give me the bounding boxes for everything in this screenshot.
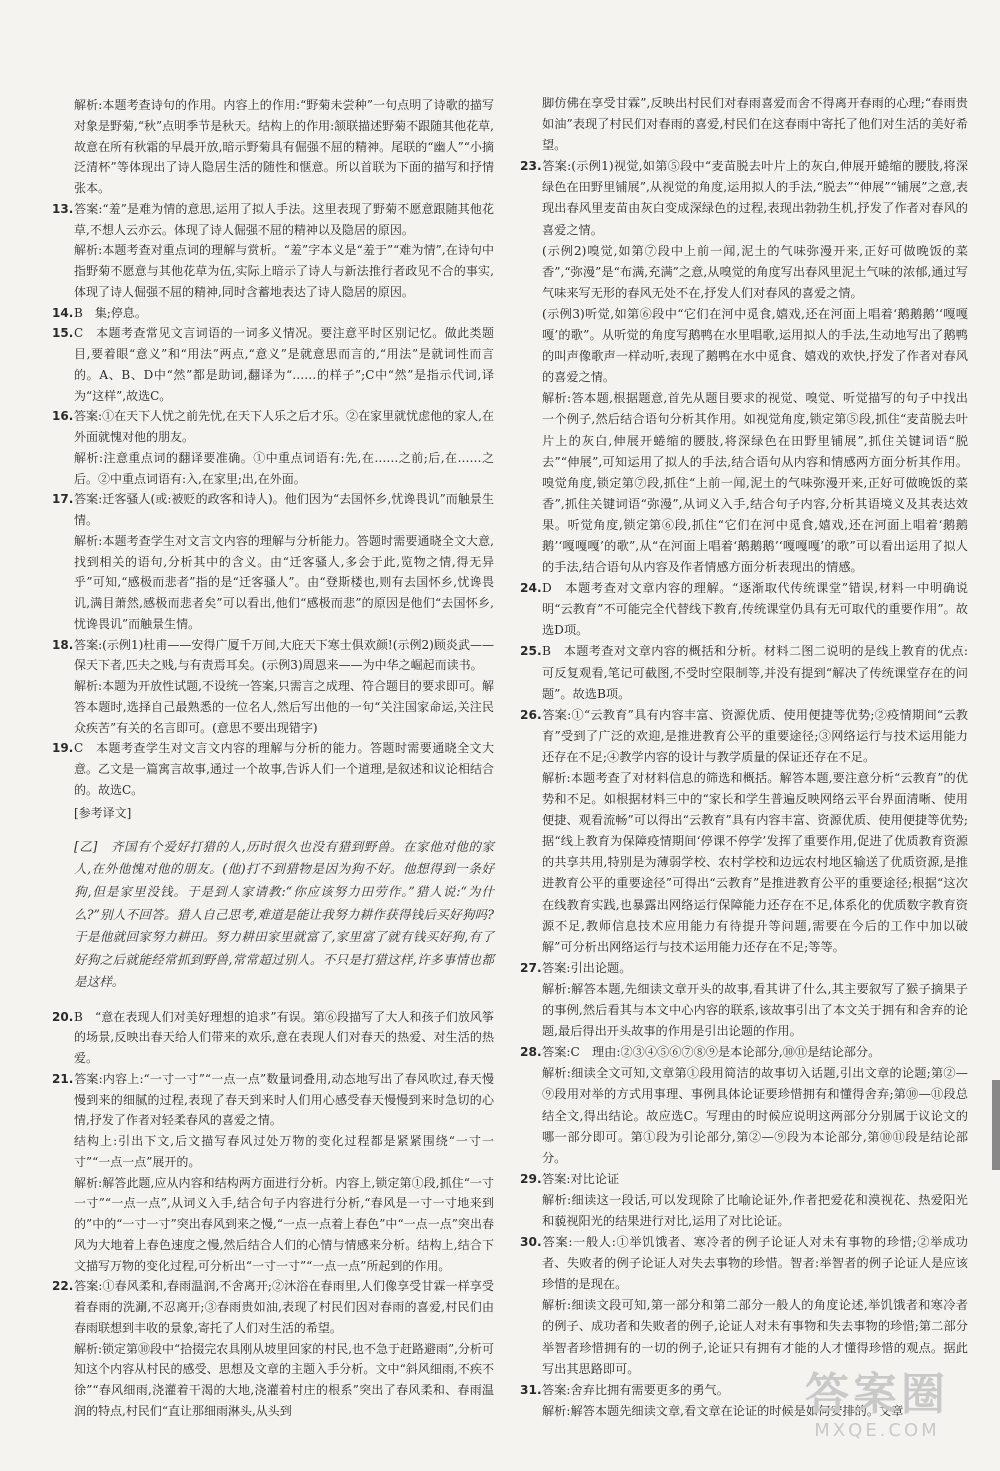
- answer-entry: [52, 199, 494, 241]
- entry-text: B “意在表现人们对美好理想的追求”有误。第⑥段描写了大人和孩子们放风筝的场景,反映出春天给人们带来的欢乐,意在表现人们对春天的热爱、对生活的热爱。: [74, 1009, 494, 1066]
- watermark-url: MXQE.COM: [814, 1420, 940, 1441]
- entry-text: 解析:本题考查了对材料信息的筛选和概括。解答本题,要注意分析“云教育”的优势和不足。如根据材料三中的“家长和学生普遍反映网络云平台界面清晰、使用便捷、观看流畅”可以得出“云教育”具有内容丰富、资源优质、使用便捷等优势;据“线上教育为保障疫情期间‘停课不停学’发挥了重要作用,促进了优质教育资源的共享共用,特别是为薄弱学校、农村学校和边远农村地区输送了优质资源,是推进教育公平的重要途径”可得出“云教育”是推进教育公平的重要途径;根据“这次在线教育实践,也暴露出网络运行保障能力还存在不足,体系化的优质数字教育资源不足,教师信息技术应用能力有待提升等问题,需要在今后的工作中加以破解”可分析出网络运行与技术运用能力还存在不足;等等。: [542, 771, 968, 954]
- question-number: 18.: [52, 637, 74, 652]
- entry-text: B 本题考查对文章内容的概括和分析。材料二图二说明的是线上教育的优点:可反复观看,笔记可截图,不受时空限制等,并没有提到“解决了传统课堂存在的问题”。故选B项。: [542, 644, 968, 701]
- entry-text: B 集;停息。: [74, 305, 147, 320]
- site-watermark-logo: [772, 1369, 982, 1449]
- watermark-title: 答案圈: [805, 1369, 949, 1420]
- answer-entry: [52, 635, 494, 677]
- right-items: [520, 93, 968, 1422]
- entry-text: 结构上:引出下文,后文描写春风过处万物的变化过程都是紧紧围绕“一寸一寸”“一点一点”展开的。: [74, 1134, 494, 1169]
- left-items-continued: [52, 1007, 494, 1422]
- answer-entry: [520, 93, 968, 156]
- entry-text: D 本题考查对文章内容的理解。“逐渐取代传统课堂”错误,材料一中明确说明“云教育”不可能完全代替线下教育,传统课堂仍具有无可取代的重要作用”。故选D项。: [542, 581, 968, 638]
- entry-text: 答案:内容上:“一寸一寸”“一点一点”数量词叠用,动态地写出了春风吹过,春天慢慢到来的细腻的过程,表现了春天到来时人们用心感受春天慢慢到来时急切的心情,抒发了作者对轻柔春风的喜爱之情。: [74, 1071, 494, 1128]
- entry-text: 答案:引出论题。: [542, 960, 632, 975]
- answer-entry: [52, 240, 494, 302]
- answer-entry: [52, 1069, 494, 1131]
- entry-text: 答案:C 理由:②③④⑤⑥⑦⑧⑨是本论部分,⑩⑪是结论部分。: [542, 1045, 881, 1060]
- question-number: 17.: [52, 492, 74, 507]
- question-number: 30.: [520, 1235, 542, 1250]
- entry-text: 答案:①“云教育”具有内容丰富、资源优质、使用便捷等优势;②疫情期间“云教育”受到了广泛的欢迎,是推进教育公平的重要途径;③网络运行与技术运用能力还存在不足;④教学内容的设计与教学质量的保证还存在不足。: [542, 707, 968, 764]
- entry-text: 解析:细读文段可知,第一部分和第二部分一般人的角度论述,举饥饿者和寒冷者的例子、成功者和失败者的例子,论证人对未有事物和失去事物的珍惜;第二部分举智者珍惜拥有的一切的例子,论证只有拥有才能的人才懂得珍惜的观点。据此写出其思路即可。: [542, 1298, 968, 1376]
- answer-entry: [520, 1169, 968, 1190]
- entry-text: 解析:解答本题先细读文章,看文章在论证的时候是如何安排的。文章: [542, 1403, 904, 1418]
- entry-text: C 本题考查常见文言词语的一词多义情况。要注意平时区别记忆。做此类题目,要着眼“意义”和“用法”两点,“意义”是就意思而言的,“用法”是就词性而言的。A、B、D中“然”都是助词,翻译为“……的样子”;C中“然”是指示代词,译为“这样”,故选C。: [74, 326, 494, 403]
- reference-translation-text: [乙] 齐国有个爱好打猎的人,历时很久也没有猎到野兽。在家他对他的家人,在外他愧对他的朋友。(他)打不到猎物是因为狗不好。他想得到一条好狗,但是家里没钱。于是到人家请教:“你应该努力田劳作。”猎人说:“为什么?”别人不回答。猎人自己思考,难道是能让我努力耕作获得钱后买好狗吗?于是他就回家努力耕田。努力耕田家里就富了,家里富了就有钱买好狗,有了好狗之后就能经常抓到野兽,常常超过别人。不只是打猎这样,许多事情也都是这样。: [74, 838, 494, 990]
- entry-text: 答案:迁客骚人(或:被贬的政客和诗人)。他们因为“去国怀乡,忧谗畏讥”而触景生情。: [74, 492, 494, 527]
- question-number: 15.: [52, 326, 74, 341]
- entry-text: 答案:①在天下人忧之前先忧,在天下人乐之后才乐。②在家里就忧虑他的家人,在外面就愧对他的朋友。: [74, 409, 494, 444]
- entry-text: 解析:细读全文可知,文章第①段用简洁的故事切入话题,引出文章的论题;第②—⑨段用对举的方式用事理、事例具体论证要珍惜拥有和懂得舍弃;第⑩—⑪段总结全文,得出结论。故应选C。写理由的时候应说明这两部分分别属于议论文的哪一部分即可。第①段为引论部分,第②—⑨段为本论部分,第⑩⑪段是结论部分。: [542, 1066, 968, 1165]
- answer-entry: [52, 1276, 494, 1338]
- entry-text: 解析:细读这一段话,可以发现除了比喻论证外,作者把爱花和漠视花、热爱阳光和藐视阳光的结果进行对比,运用了对比论证。: [542, 1192, 968, 1228]
- entry-text: (示例3)听觉,如第⑥段中“它们在河中觅食,嬉戏,还在河面上唱着‘鹅鹅鹅’‘嘎嘎嘎’的歌”。从听觉的角度写鹅鸭在水里唱歌,运用拟人的手法,生动地写出了鹅鸭的叫声像歌声一样动听,表现了鹅鸭在水中觅食、嬉戏的欢快,抒发了作者对春风的喜爱之情。: [542, 306, 968, 385]
- question-number: 26.: [520, 707, 542, 722]
- question-number: 13.: [52, 201, 74, 216]
- entry-text: 脚仿佛在享受甘霖”,反映出村民们对春雨喜爱而舍不得离开春雨的心理;“春雨贵如油”表现了村民们对春雨的喜爱,村民们在这春雨中寄托了他们对生活的美好希望。: [542, 96, 968, 153]
- answer-entry: [52, 303, 494, 324]
- answer-entry: [520, 241, 968, 304]
- question-number: 25.: [520, 644, 542, 659]
- entry-text: 解析:解答此题,应从内容和结构两方面进行分析。内容上,锁定第①段,抓住“一寸一寸”“一点一点”,从词义入手,结合句子内容进行分析,“春风是一寸一寸地来到的”中的“一寸一寸”突出春风到来之慢,“一点一点着上春色”中“一点一点”突出春风为大地着上春色速度之慢,然后结合人们的心情与情感来分析。结构上,结合下文描写万物的变化过程,可分析出“一寸一寸”“一点一点”所起到的作用。: [74, 1175, 494, 1273]
- question-number: 19.: [52, 741, 74, 756]
- answer-entry: [52, 1173, 494, 1277]
- answer-entry: [52, 323, 494, 406]
- answer-entry: [520, 388, 968, 578]
- answer-entry: [52, 1007, 494, 1069]
- answer-entry: [52, 676, 494, 738]
- entry-text: 解析:答本题,根据题意,首先从题目要求的视觉、嗅觉、听觉描写的句子中找出一个例子,然后结合语句分析其作用。如视觉角度,锁定第⑤段,抓住“麦苗脱去叶片上的灰白,伸展开蜷缩的腰肢,将深绿色在田野里铺展”,抓住关键词语“脱去”“伸展”,可知运用了拟人的手法,结合语句从内容和情感两方面分析其作用。嗅觉角度,锁定第⑦段,抓住“上前一闻,泥土的气味弥漫开来,正好可做晚饭的菜香”,抓住关键词语“弥漫”,从词义入手,结合句子内容,分析其语境义及其表达效果。听觉角度,锁定第⑥段,抓住“它们在河中觅食,嬉戏,还在河面上唱着‘鹅鹅鹅’‘嘎嘎嘎’的歌”,从“在河面上唱着‘鹅鹅鹅’‘嘎嘎嘎’的歌”可以看出运用了拟人的手法,结合语句从内容及作者情感方面分析表现出的情感。: [542, 391, 968, 575]
- answer-entry: [520, 1232, 968, 1295]
- answer-entry: [520, 768, 968, 958]
- entry-text: 答案:(示例1)视觉,如第⑤段中“麦苗脱去叶片上的灰白,伸展开蜷缩的腰肢,将深绿色在田野里铺展”,从视觉的角度,运用拟人的手法,“脱去”“伸展”“铺展”之意,表现出春风里麦苗由灰白变成深绿色的过程,表现出勃勃生机,抒发了作者对春风的喜爱之情。: [542, 159, 968, 237]
- answer-entry: [520, 578, 968, 641]
- entry-text: 答案:“羞”是难为情的意思,运用了拟人手法。这里表现了野菊不愿意跟随其他花草,不想人云亦云。体现了诗人倔强不屈的精神以及隐居的原因。: [74, 201, 494, 237]
- entry-text: 答案:①春风柔和,春雨温润,不舍离开;②沐浴在春雨里,人们像享受甘霖一样享受着春雨的洗涮,不忍离开;③春雨贵如油,表现了村民们因对春雨的喜爱,村民们由春雨联想到丰收的景象,寄托了人们对生活的希望。: [74, 1279, 494, 1335]
- answer-entry: [52, 1131, 494, 1173]
- answer-entry: [52, 531, 494, 635]
- right-column: [520, 93, 968, 1422]
- answer-entry: [52, 738, 494, 800]
- entry-text: C 本题考查学生对文言文内容的理解与分析的能力。答题时需要通晓全文大意。乙文是一篇寓言故事,通过一个故事,告诉人们一个道理,是叙述和议论相结合的。故选C。: [74, 741, 494, 797]
- answer-entry: [52, 489, 494, 531]
- answer-entry: [520, 304, 968, 388]
- answer-entry: [52, 448, 494, 490]
- question-number: 14.: [52, 305, 74, 320]
- question-number: 20.: [52, 1009, 74, 1024]
- entry-text: 答案:对比论证: [542, 1171, 620, 1186]
- entry-text: 解析:解答本题,先细读文章开头的故事,看其讲了什么,其主要叙写了猴子摘果子的事例,然后看其与本文中心内容的联系,该故事引出了本文关于拥有和舍弃的论题,最后得出开头故事的作用是引出论题的作用。: [542, 981, 968, 1039]
- entry-text: 答案:舍弃比拥有需要更多的勇气。: [542, 1382, 729, 1397]
- answer-entry: [520, 1063, 968, 1168]
- answer-entry: [520, 1295, 968, 1379]
- answer-entry: [52, 406, 494, 448]
- left-items: [52, 95, 494, 801]
- answer-entry: [520, 1190, 968, 1232]
- reference-translation-title: [参考译文]: [74, 805, 132, 820]
- page-edge-tab: [992, 1080, 1000, 1170]
- question-number: 28.: [520, 1045, 542, 1060]
- question-number: 16.: [52, 409, 74, 424]
- question-number: 21.: [52, 1071, 74, 1086]
- question-number: 22.: [52, 1279, 74, 1294]
- question-number: 29.: [520, 1171, 542, 1186]
- question-number: 24.: [520, 581, 542, 596]
- entry-text: 解析:本题考查学生对文言文内容的理解与分析能力。答题时需要通晓全文大意,找到相关的语句,分析其中的含义。由“迁客骚人,多会于此,览物之情,得无异乎”可知,“感极而悲者”指的是“迁客骚人”。由“登斯楼也,则有去国怀乡,忧谗畏讥,满目萧然,感极而悲者矣”可以看出,他们“感极而悲”的原因是他们“去国怀乡,忧谗畏讥”而触景生情。: [74, 533, 494, 631]
- entry-text: 解析:本题考查诗句的作用。内容上的作用:“野菊未尝种”一句点明了诗歌的描写对象是野菊,“秋”点明季节是秋天。结构上的作用:颔联描述野菊不跟随其他花草,故意在所有秋霜的早晨开放,暗示野菊具有倔强不屈的精神。尾联的“幽人”“小摘泛清杯”等体现出了诗人隐居生活的随性和惬意。所以首联为下面的描写和抒情张本。: [74, 98, 494, 195]
- answer-entry: [520, 979, 968, 1042]
- left-column: [52, 95, 494, 1422]
- answer-entry: [52, 95, 494, 199]
- entry-text: 答案:(示例1)杜甫——安得广厦千万间,大庇天下寒士俱欢颜!(示例2)顾炎武——保天下者,匹夫之贱,与有责焉耳矣。(示例3)周恩来——为中华之崛起而读书。: [74, 637, 494, 673]
- answer-entry: [520, 958, 968, 979]
- entry-text: (示例2)嗅觉,如第⑦段中上前一闻,泥土的气味弥漫开来,正好可做晚饭的菜香”,“弥漫”是“布满,充满”之意,从嗅觉的角度写出春风里泥土气味的浓郁,通过写气味来写无形的春风无处不在,抒发人们对春风的喜爱之情。: [542, 243, 968, 300]
- answer-entry: [520, 705, 968, 768]
- question-number: 27.: [520, 960, 542, 975]
- answer-entry: [520, 641, 968, 704]
- answer-entry: [520, 156, 968, 240]
- entry-text: 解析:锁定第⑩段中“拾掇完农具刚从坡里回家的村民,也不急于赶路避雨”,分析可知这个内容从村民的感受、思想及文章的主题入手分析。文中“斜风细雨,不疾不徐”“春风细雨,浇灌着干渴的大地,浇灌着村庄的根系”突出了春风柔和、春雨温润的特点,村民们“直让那细雨淋头,从头到: [74, 1341, 494, 1418]
- entry-text: 解析:本题考查对重点词的理解与赏析。“羞”字本义是“羞于”“难为情”,在诗句中指野菊不愿意与其他花草为伍,实际上暗示了诗人与新法推行者政见不合的事实,体现了诗人倔强不屈的精神,同时含蓄地表达了诗人隐居的原因。: [74, 243, 494, 299]
- question-number: 23.: [520, 159, 542, 174]
- entry-text: 解析:本题为开放性试题,不设统一答案,只需言之成理、符合题目的要求即可。解答本题时,选择自己最熟悉的一位名人,然后写出他的一句“关注国家命运,关注民众疾苦”有关的名言即可。(意思不要出现错字): [74, 679, 494, 735]
- entry-text: 答案:一般人:①举饥饿者、寒冷者的例子论证人对未有事物的珍惜;②举成功者、失败者的例子论证人对失去事物的珍惜。智者:举智者的例子论证人是应该珍惜的是现在。: [542, 1235, 968, 1292]
- entry-text: 解析:注意重点词的翻译要准确。①中重点词语有:先,在……之前;后,在……之后。②中重点词语有:入,在家里;出,在外面。: [74, 450, 494, 486]
- question-number: 31.: [520, 1382, 542, 1397]
- answer-entry: [520, 1042, 968, 1063]
- answer-entry: [52, 1339, 494, 1422]
